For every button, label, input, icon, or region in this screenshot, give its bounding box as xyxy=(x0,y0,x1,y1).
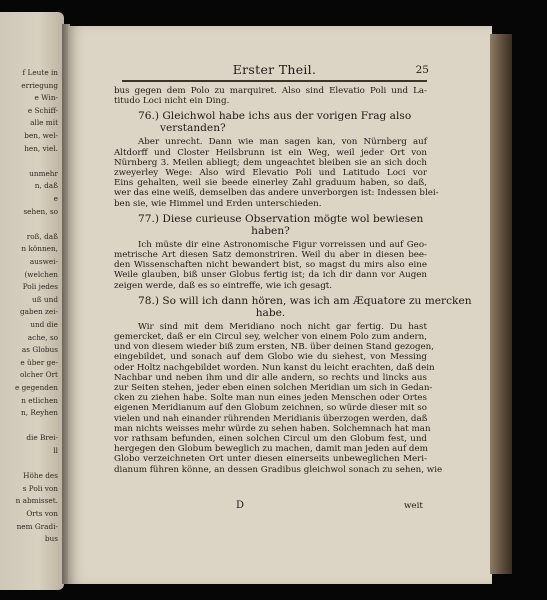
text-line: Weile glauben, biß unser Globus fertig ist; da ich dir dann vor Augen xyxy=(114,270,427,281)
text-line: vielen und nah einander rührenden Meridianis überzogen werden, daß xyxy=(114,413,428,424)
text-line: bus gegen dem Polo zu marquiret. Also sind Elevatio Poli und La- xyxy=(114,86,427,96)
section-heading-continued: habe. xyxy=(255,306,286,319)
text-line: eigenen Meridianum auf den Globum zeichnen, so würde dieser mit so xyxy=(114,403,427,414)
text-line: titudo Loci nicht ein Ding. xyxy=(114,96,230,107)
left-page-fragment: n etlichen xyxy=(21,395,58,405)
section-heading: 78.) So will ich dann hören, was ich am Æquatore zu mercken xyxy=(138,294,472,307)
text-line: Eins gehalten, weil sie beede einerley Zahl graduum haben, so daß, xyxy=(114,178,427,189)
text-line: oder Holtz nachgebildet worden. Nun kanst du leicht erachten, daß dein xyxy=(114,362,435,373)
left-page-fragment: hen, viel. xyxy=(24,143,58,153)
left-page-fragment: erriegung xyxy=(21,80,58,90)
text-line: zur Seiten stehen, jeder eben einen solchen Meridian um sich in Gedan- xyxy=(114,383,433,394)
text-line: zeigen werde, daß es so eintreffe, wie ich gesagt. xyxy=(114,280,333,291)
left-page-fragment: uß und xyxy=(32,294,58,304)
left-page-fragment: n können, xyxy=(21,244,58,254)
text-line: ben sie, wie Himmel und Erden unterschieden. xyxy=(114,198,322,209)
page-number: 25 xyxy=(415,64,429,76)
text-line: Ich müste dir eine Astronomische Figur vorreissen und auf Geo- xyxy=(138,239,427,250)
text-line: Altdorff und Closter Heilsbrunn ist ein Weg, weil jeder Ort von xyxy=(114,147,427,158)
section-heading: 76.) Gleichwol habe ichs aus der vorigen Frag also xyxy=(138,110,412,123)
left-page-fragment: nem Gradi- xyxy=(16,521,58,531)
text-line: vor rathsam befunden, einen solchen Circul um den Globum fest, und xyxy=(114,434,427,445)
left-page-fragment: ll xyxy=(53,446,58,455)
left-page-fragment: alle mit xyxy=(30,118,58,128)
left-page-fragment: ben, wel- xyxy=(24,131,58,140)
text-line: Nürnberg 3. Meilen abliegt; dem ungeachtet bleiben sie an sich doch xyxy=(114,157,427,168)
left-page-fragment: sehen, so xyxy=(23,206,58,216)
text-line: man nichts weisses mehr würde zu sehen haben. Solchemnach hat man xyxy=(114,423,431,434)
left-page-fragment: roß, daß xyxy=(26,231,58,241)
left-page-fragment: ache, so xyxy=(27,332,58,342)
page-edge xyxy=(490,34,512,574)
left-page-fragment: e xyxy=(53,194,58,203)
section-76 xyxy=(114,110,439,209)
text-line: Nachbar und neben ihm und dir alle andern, so rechts und lincks aus xyxy=(114,372,427,383)
section-heading-continued: verstanden? xyxy=(160,122,226,135)
text-line: wer das eine weiß, demselben das andere unverborgen ist: Indessen blei- xyxy=(114,188,439,199)
left-page-fragment: e Win- xyxy=(34,93,58,103)
section-heading-continued: haben? xyxy=(251,224,290,237)
running-header xyxy=(122,60,427,84)
left-page-fragment: as Globus xyxy=(21,345,58,355)
header-rule xyxy=(122,80,427,82)
left-page-fragment: n, daß xyxy=(34,181,58,191)
text-line: hergegen den Globum beweglich zu machen, damit man jeden auf dem xyxy=(114,444,428,455)
page-text xyxy=(114,86,472,475)
text-line: Globo verzeichneten Ort unter diesen einerseits unbeweglichen Meri- xyxy=(114,454,427,465)
signature-mark: D xyxy=(236,500,245,511)
catchword: weit xyxy=(404,501,423,511)
header-title: Erster Theil. xyxy=(232,62,317,77)
left-page-fragment: und die xyxy=(30,320,58,329)
text-line: gemercket, daß er ein Circul sey, welcher von einem Polo zum andern, xyxy=(114,332,427,343)
text-line: metrische Art diesen Satz demonstriren. Weil du aber in diesen bee- xyxy=(114,250,427,261)
left-page-fragment: e Schiff- xyxy=(27,105,58,115)
left-page-fragment: (welchen xyxy=(24,269,58,279)
left-page-fragment: s Poli von xyxy=(22,483,58,493)
text-line: zweyerley Wege: Also wird Elevatio Poli und Latitudo Loci vor xyxy=(114,168,427,179)
text-line: den Wissenschaften nicht bewandert bist, so magst du mirs also eine xyxy=(114,260,427,271)
left-page-fragment: olcher Ort xyxy=(19,370,58,380)
section-heading: 77.) Diese curieuse Observation mögte wol bewiesen xyxy=(138,212,424,225)
left-page-fragment: Poli jedes xyxy=(22,282,58,292)
left-page xyxy=(0,12,64,590)
text-line: cken zu ziehen habe. Solte man nun eines jeden Menschen oder Ortes xyxy=(114,393,427,404)
text-line: Aber unrecht. Dann wie man sagen kan, von Nürnberg auf xyxy=(138,137,427,148)
text-line: und von diesem wieder biß zum ersten, NB. über deinen Stand gezogen, xyxy=(114,342,435,353)
section-78 xyxy=(114,294,472,475)
left-page-fragment: n abmisset. xyxy=(15,496,58,506)
left-page-fragment: die Brei- xyxy=(26,433,58,443)
left-page-fragment: bus xyxy=(44,534,58,544)
left-page-fragment: f Leute in xyxy=(22,68,58,77)
text-line: Wir sind mit dem Meridiano noch nicht gar fertig. Du hast xyxy=(138,321,427,332)
left-page-fragment: unmehr xyxy=(29,168,58,178)
left-page-fragment: Orts von xyxy=(26,509,58,518)
left-page-fragment: auswei- xyxy=(29,257,58,266)
left-page-fragment: gaben zei- xyxy=(20,307,58,317)
text-line: dianum führen könne, an dessen Gradibus gleichwol sonach zu sehen, wie xyxy=(114,464,443,475)
left-page-fragment: e über ge- xyxy=(20,357,58,367)
left-page-fragment: Höhe des xyxy=(23,471,58,481)
section-77 xyxy=(114,213,427,291)
left-page-fragment: n, Reyhen xyxy=(21,408,58,418)
text-line: eingebildet, und sonach auf dem Globo wie du siehest, von Messing xyxy=(114,352,427,363)
left-page-fragment: e gegenden xyxy=(14,383,58,392)
